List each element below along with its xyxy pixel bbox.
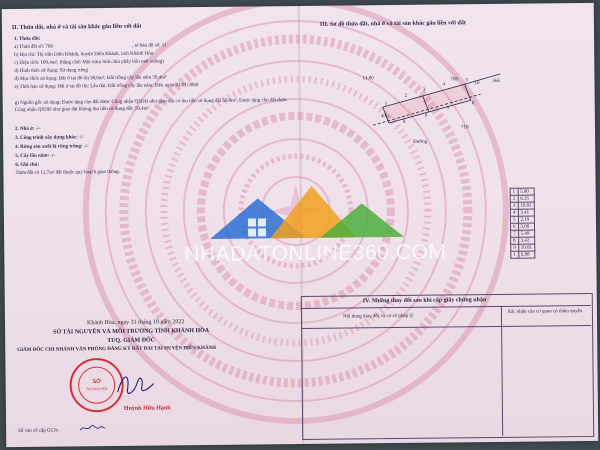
usage-origin: g) Nguồn gốc sử dụng: Được tặng cho đất được Công nhận QSDĐ như giao đất có thu tiền sử dụng đất 50,0m²; Được tặng cho đất được Công nhận QSDĐ như giao đất không thu tiền sử dụng đất: 59,4m² xyxy=(14,98,288,113)
cert-book-label: Số vào sổ cấp GCN: xyxy=(18,428,60,434)
usage-purpose: đ) Mục đích sử dụng: Đất ở tại đô thị 50,0m²; Đất trồng cây lâu năm 59,4m² xyxy=(14,75,167,82)
usage-term: e) Thời hạn sử dụng: Đất ở tại đô thị: Lâu dài; Đất trồng cây lâu năm: Đến ngày 01/01/2060 xyxy=(14,83,199,90)
table-row: 2 6.35 xyxy=(510,195,534,202)
watermark-text: NHADATONLINE360.COM xyxy=(184,240,447,267)
svg-text:TÀI NGUYÊN: TÀI NGUYÊN xyxy=(85,387,108,392)
section-iv-title: IV. Những thay đổi sau khi cấp giấy chứng nhận xyxy=(362,297,487,305)
notes-label: 6. Ghi chú: xyxy=(15,162,40,168)
road-label: Đường xyxy=(413,139,428,145)
section-iii-title: III. Sơ đồ thửa đất, nhà ở và tài sản khác gắn liền với đất xyxy=(319,20,466,28)
land-certificate-page xyxy=(2,3,599,447)
plot-710: 710 xyxy=(460,125,469,131)
cert-book-number-handwritten xyxy=(78,422,106,434)
svg-text:9: 9 xyxy=(402,119,406,125)
svg-text:1: 1 xyxy=(384,102,388,108)
plot-769: 769 xyxy=(450,77,459,83)
notes-text: Thửa đất có 11,7m² đất thuộc quy hoạch giao thông. xyxy=(15,169,120,176)
plot-heading: 1. Thửa đất: xyxy=(14,36,41,42)
watermark-logo xyxy=(199,175,410,247)
table-row: 5 2.19 xyxy=(510,216,534,223)
col-confirm: Xác nhận của cơ quan có thẩm quyền xyxy=(507,309,583,315)
table-row: 9 10.01 xyxy=(511,244,535,251)
table-row: 4 3.41 xyxy=(510,209,534,216)
svg-text:4: 4 xyxy=(442,82,446,88)
place-date: Khánh Hòa, ngày 31 tháng 10 năm 2022 xyxy=(86,319,185,327)
issuing-agency: SỞ TÀI NGUYÊN VÀ MÔI TRƯỜNG TỈNH KHÁNH HÒA xyxy=(53,327,210,336)
plot-address: b) Địa chỉ: Thị trấn Diên Khánh, huyện Diên Khánh, tỉnh Khánh Hòa xyxy=(14,51,153,58)
table-row: 3 10.01 xyxy=(510,202,534,209)
coords-table xyxy=(510,188,535,259)
tuq-label: TUQ. GIÁM ĐỐC xyxy=(107,337,156,345)
svg-text:8: 8 xyxy=(424,113,428,119)
signer-name: Huỳnh Hữu Hạnh xyxy=(123,405,171,412)
plot-566: 566 xyxy=(492,78,501,84)
map-sheet: , tờ bản đồ số: 11 xyxy=(132,43,167,49)
svg-text:5: 5 xyxy=(465,78,469,84)
table-row: 1 6.98 xyxy=(511,251,535,258)
table-row: 6 5.00 xyxy=(510,223,534,230)
section-ii-title: II. Thửa đất, nhà ở và tài sản khác gắn liền với đất xyxy=(11,23,142,32)
table-row: 8 3.42 xyxy=(511,237,535,244)
construction-line: 3. Công trình xây dựng khác: -/- xyxy=(15,135,84,141)
svg-text:3: 3 xyxy=(422,87,426,93)
plot-number: a) Thửa đất số: 769 xyxy=(14,44,53,50)
table-row: 7 5.49 xyxy=(511,230,535,237)
svg-text:2: 2 xyxy=(404,93,408,99)
svg-text:7: 7 xyxy=(446,107,450,113)
col-content: Nội dung thay đổi và cơ sở pháp lý xyxy=(342,313,414,320)
table-row: 1 5.00 xyxy=(510,188,534,195)
director-title: GIÁM ĐỐC CHI NHÁNH VĂN PHÒNG ĐĂNG KÝ ĐẤT ĐAI TẠI HUYỆN DIÊN KHÁNH xyxy=(17,345,217,353)
forest-line: 4. Rừng sản xuất là rừng trồng: -/- xyxy=(15,144,89,150)
plot-area: c) Diện tích: 109,4m², (bằng chữ: Một trăm linh chín phẩy bốn mét vuông) xyxy=(14,59,164,66)
perennial-line: 5. Cây lâu năm: -/- xyxy=(15,153,56,159)
svg-text:SỞ: SỞ xyxy=(92,379,101,386)
usage-form: d) Hình thức sử dụng: Sử dụng riêng xyxy=(14,68,88,74)
signature xyxy=(113,367,158,402)
house-line: 2. Nhà ở: -/- xyxy=(14,126,41,132)
svg-text:6: 6 xyxy=(471,101,475,107)
plot-10: 10 xyxy=(474,81,480,87)
dim-top: 14,00 xyxy=(362,76,374,82)
dim-side: 4,82 xyxy=(380,114,390,120)
land-plot-diagram xyxy=(352,66,503,148)
